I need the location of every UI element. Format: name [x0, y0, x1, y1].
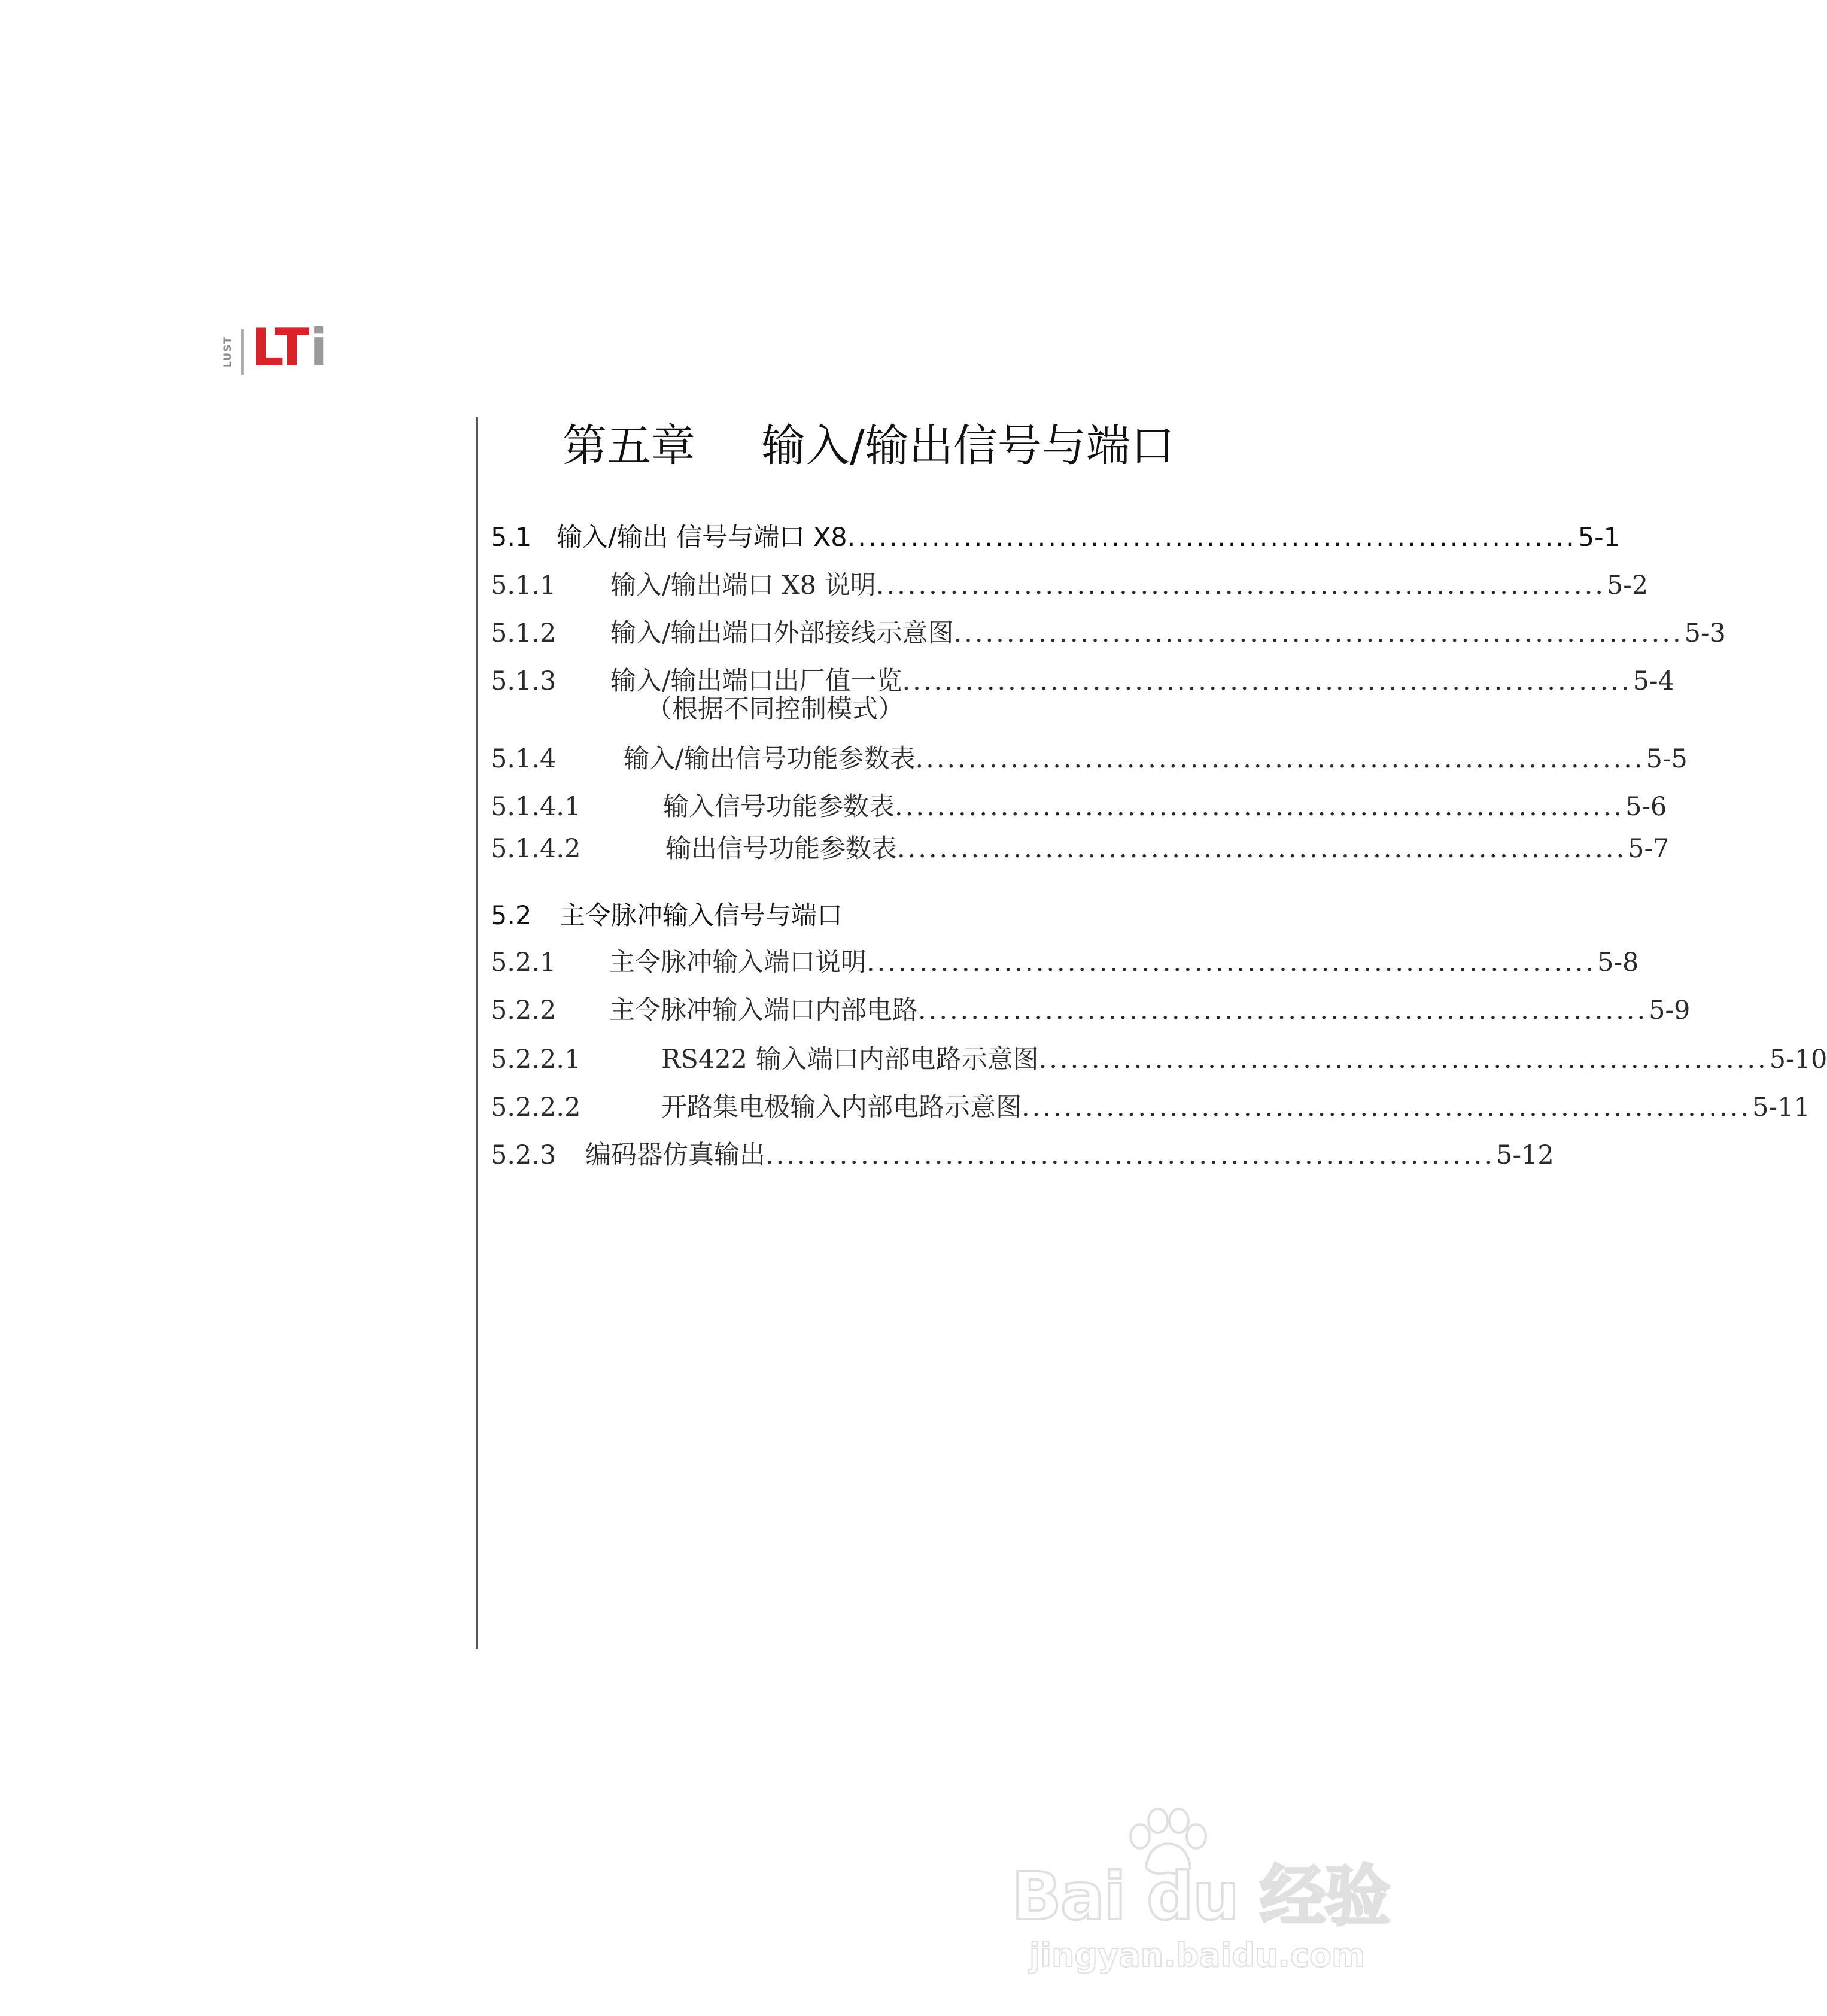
- toc-title: 输入信号功能参数表: [663, 792, 895, 822]
- toc-leader: .....................................................................: [1038, 1045, 1768, 1074]
- toc-title: 输入/输出端口外部接线示意图: [610, 618, 954, 648]
- chapter-label: 第五章: [563, 420, 695, 472]
- toc-title: 开路集电极输入内部电路示意图: [661, 1092, 1022, 1122]
- toc-page: 5-2: [1606, 570, 1649, 600]
- watermark-brand: Bai du 经验: [1011, 1858, 1390, 1935]
- toc-number: 5.1.4: [491, 744, 557, 774]
- toc-leader: .....................................................................: [1022, 1092, 1752, 1122]
- toc-entry-5-1[interactable]: [491, 520, 1620, 555]
- baidu-watermark: [1011, 1808, 1390, 1987]
- toc-number: 5.2: [491, 901, 532, 931]
- toc-number: 5.1.2: [491, 618, 557, 648]
- toc-number: 5.2.1: [491, 948, 557, 977]
- logo-main-text: LT: [251, 318, 309, 378]
- toc-leader: .....................................................................: [897, 834, 1627, 864]
- toc-leader: .....................................................................: [847, 523, 1577, 552]
- watermark-url: jingyan.baidu.com: [1029, 1936, 1366, 1974]
- logo-accent-text: i: [310, 318, 328, 378]
- chapter-name: 输入/输出信号与端口: [761, 420, 1175, 472]
- toc-entry-5-2-2-2[interactable]: [491, 1089, 1810, 1125]
- toc-title: 输入/输出 信号与端口 X8: [557, 523, 847, 552]
- toc-number: 5.1.3: [491, 666, 557, 696]
- toc-entry-5-1-1[interactable]: [491, 567, 1649, 603]
- toc-entry-5-1-2[interactable]: [491, 615, 1726, 651]
- toc-leader: .....................................................................: [875, 570, 1606, 600]
- logo-small-text: LUST: [222, 336, 234, 368]
- toc-leader: .....................................................................: [895, 792, 1625, 822]
- toc-page: 5-10: [1769, 1045, 1827, 1074]
- toc-entry-5-2-2-1[interactable]: [491, 1042, 1827, 1077]
- toc-leader: .....................................................................: [765, 1140, 1495, 1170]
- toc-page: 5-4: [1633, 666, 1674, 696]
- toc-title: 输入/输出端口 X8 说明: [610, 570, 876, 600]
- toc-number: 5.1.1: [491, 570, 557, 600]
- toc-entry-5-1-4[interactable]: [491, 741, 1688, 777]
- toc-page: 5-3: [1684, 618, 1726, 648]
- toc-page: 5-7: [1628, 834, 1670, 864]
- toc-title: 主令脉冲输入端口内部电路: [609, 995, 918, 1025]
- toc-entry-5-1-4-1[interactable]: [491, 789, 1667, 825]
- toc-leader: .....................................................................: [953, 618, 1683, 648]
- toc-page: 5-6: [1625, 792, 1667, 822]
- toc-leader: .....................................................................: [918, 995, 1648, 1025]
- company-logo: [221, 318, 341, 378]
- toc-title: 主令脉冲输入端口说明: [609, 948, 867, 977]
- toc-page: 5-12: [1496, 1140, 1554, 1170]
- toc-number: 5.2.2: [491, 995, 557, 1025]
- chapter-title: [563, 422, 1175, 470]
- toc-number: 5.2.3: [491, 1140, 557, 1170]
- toc-leader: .....................................................................: [867, 948, 1597, 977]
- toc-entry-5-2-2[interactable]: [491, 992, 1691, 1028]
- toc-page: 5-5: [1646, 744, 1688, 774]
- toc-note: （根据不同控制模式）: [646, 694, 904, 724]
- toc-title: RS422 输入端口内部电路示意图: [661, 1045, 1039, 1074]
- vertical-divider: [476, 417, 478, 1649]
- logo-divider: [241, 329, 244, 375]
- toc-title: 输出信号功能参数表: [665, 834, 897, 864]
- toc-title: 输入/输出端口出厂值一览: [610, 666, 902, 696]
- toc-leader: .....................................................................: [902, 666, 1632, 696]
- toc-entry-5-2-1[interactable]: [491, 945, 1639, 980]
- toc-number: 5.2.2.1: [491, 1045, 581, 1074]
- toc-page: 5-11: [1752, 1092, 1810, 1122]
- toc-number: 5.2.2.2: [491, 1092, 581, 1122]
- toc-number: 5.1.4.2: [491, 834, 581, 864]
- toc-page: 5-1: [1577, 523, 1620, 552]
- toc-title: 编码器仿真输出: [585, 1140, 765, 1170]
- toc-entry-5-1-4-2[interactable]: [491, 831, 1670, 867]
- toc-title: 输入/输出信号功能参数表: [624, 744, 916, 774]
- toc-page: 5-8: [1597, 948, 1639, 977]
- toc-number: 5.1: [491, 523, 532, 552]
- toc-leader: .....................................................................: [915, 744, 1645, 774]
- toc-page: 5-9: [1649, 995, 1691, 1025]
- toc-title: 主令脉冲输入信号与端口: [560, 901, 843, 931]
- toc-entry-5-2-3[interactable]: [491, 1137, 1554, 1173]
- toc-number: 5.1.4.1: [491, 792, 581, 822]
